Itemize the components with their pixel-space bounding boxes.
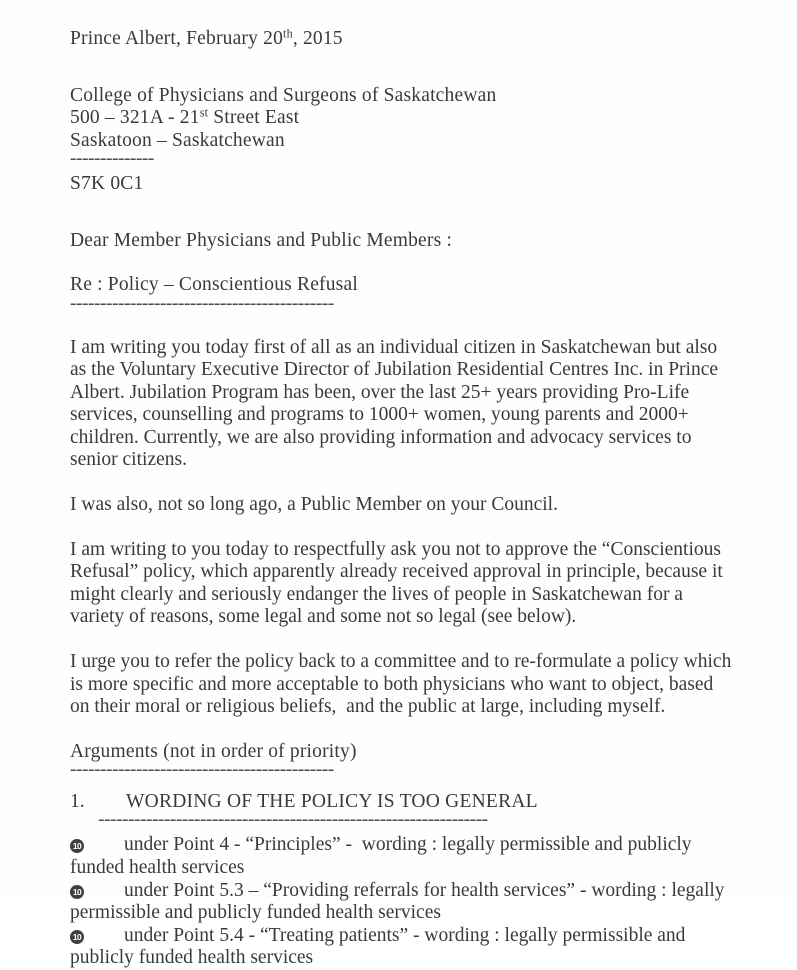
argument-item-1-number: 1.	[70, 791, 85, 813]
spacer-body-1-2	[70, 472, 737, 494]
body-paragraph-2: I was also, not so long ago, a Public Member on your Council.	[70, 494, 558, 516]
spacer-body-2-3	[70, 517, 737, 539]
recipient-separator-rule: --------------	[70, 152, 154, 166]
recipient-organization: College of Physicians and Surgeons of Saskatchewan	[70, 84, 497, 106]
spacer-after-recipient	[70, 196, 737, 230]
arguments-separator-rule: --------------------------------------------	[70, 763, 334, 778]
dateline-ordinal-suffix: th	[283, 26, 293, 41]
circled-number-bullet-icon: 10	[70, 839, 84, 853]
body-paragraph-1: I am writing you today first of all as an individual citizen in Saskatchewan but also as the Voluntary Executive Director of Jubilation Residential Centres Inc. in Prince Albert. Jubilation Program has been, over the last 25+ years providing Pro-Life services, counselling and programs to 1000+ women, young parents and 2000+ children. Currently, we are also providing information and advocacy services to senior citizens.	[70, 336, 723, 471]
salutation: Dear Member Physicians and Public Members :	[70, 229, 453, 251]
dateline	[70, 28, 737, 51]
spacer-before-arguments	[70, 719, 737, 741]
arguments-heading: Arguments (not in order of priority)	[70, 740, 357, 762]
spacer-before-item-1	[70, 777, 737, 790]
list-item-text: under Point 4 - “Principles” - wording : legally permissible and publicly funded health services	[70, 834, 697, 878]
dateline-year: , 2015	[292, 28, 343, 49]
recipient-street-prefix: 500 – 321A - 21	[70, 107, 200, 128]
recipient-street-suffix: Street East	[208, 107, 300, 128]
spacer-body-3-4	[70, 629, 737, 651]
argument-item-1-title: WORDING OF THE POLICY IS TOO GENERAL	[126, 791, 538, 813]
subject-separator-rule: --------------------------------------------	[70, 296, 334, 311]
list-item-text: under Point 5.3 – “Providing referrals for health services” - wording : legally permissible and publicly funded health services	[70, 879, 730, 924]
circled-number-bullet-icon: 10	[70, 885, 84, 899]
spacer-after-dateline	[70, 51, 737, 85]
recipient-street	[70, 107, 737, 130]
argument-item-1	[70, 790, 737, 813]
dateline-city-date: Prince Albert, February 20	[70, 28, 284, 49]
spacer-before-bullets	[70, 827, 737, 834]
recipient-street-ordinal: st	[199, 105, 209, 120]
spacer-after-salutation	[70, 252, 737, 274]
spacer-before-postal	[70, 166, 737, 173]
subject-line: Re : Policy – Conscientious Refusal	[70, 274, 358, 295]
argument-item-1-separator-rule: -----------------------------------------------------------------	[98, 813, 488, 828]
spacer-before-body	[70, 311, 737, 337]
circled-number-bullet-icon: 10	[70, 930, 84, 944]
list-item-text: under Point 5.4 - “Treating patients” - wording : legally permissible and publicly funded health services	[70, 924, 691, 969]
recipient-city-province: Saskatoon – Saskatchewan	[70, 129, 285, 151]
list-item	[70, 925, 737, 970]
body-paragraph-3: I am writing to you today to respectfully ask you not to approve the “Conscientious Refusal” policy, which apparently already received approval in principle, because it might clearly and seriously endanger the lives of people in Saskatchewan for a variety of reasons, some legal and some not so legal (see below).	[70, 538, 728, 628]
body-paragraph-4: I urge you to refer the policy back to a committee and to re-formulate a policy which is more specific and more acceptable to both physicians who want to object, based on their moral or religious beliefs, and the public at large, including myself.	[70, 651, 737, 718]
recipient-postal-code: S7K 0C1	[70, 173, 144, 194]
list-item	[70, 834, 737, 879]
list-item	[70, 880, 737, 925]
